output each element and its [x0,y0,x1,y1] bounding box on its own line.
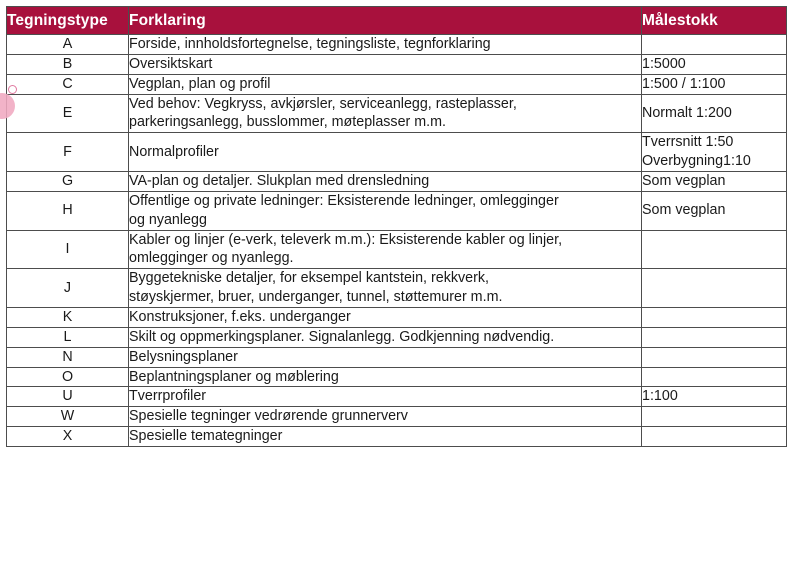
malestokk-line: 1:5000 [642,55,686,72]
forklaring-line: Vegplan, plan og profil [129,75,271,92]
table-row [7,367,787,387]
cell-tegningstype: B [7,54,129,74]
column-header-malestokk: Målestokk [642,7,787,35]
table-row [7,54,787,74]
forklaring-line: VA-plan og detaljer. Slukplan med drensledning [129,173,430,190]
cell-malestokk [642,191,787,230]
cell-tegningstype: H [7,191,129,230]
cell-forklaring [129,35,642,55]
cell-forklaring [129,230,642,269]
cell-malestokk [642,367,787,387]
cell-tegningstype: G [7,172,129,192]
cell-tegningstype: E [7,94,129,133]
cell-tegningstype: J [7,269,129,308]
forklaring-line: Belysningsplaner [129,348,238,365]
forklaring-line: parkeringsanlegg, busslommer, møteplasser m.m. [129,114,447,131]
forklaring-line: Tverrprofiler [129,388,207,405]
forklaring-line: støyskjermer, bruer, underganger, tunnel, støttemurer m.m. [129,289,503,306]
forklaring-line: Forside, innholdsfortegnelse, tegningsliste, tegnforklaring [129,36,491,52]
forklaring-line: og nyanlegg [129,211,207,228]
malestokk-line: Normalt 1:200 [642,105,732,121]
cell-forklaring [129,133,642,172]
cell-forklaring [129,74,642,94]
table-row [7,407,787,427]
forklaring-line: Ved behov: Vegkryss, avkjørsler, serviceanlegg, rasteplasser, [129,95,517,112]
cell-tegningstype: I [7,230,129,269]
cell-malestokk [642,35,787,55]
table-row [7,347,787,367]
table-body [7,35,787,447]
forklaring-line: Spesielle tegninger vedrørende grunnerverv [129,408,408,425]
forklaring-line: Kabler og linjer (e-verk, televerk m.m.): Eksisterende kabler og linjer, [129,231,563,248]
cell-forklaring [129,347,642,367]
cell-tegningstype: C [7,74,129,94]
cell-tegningstype: L [7,327,129,347]
cell-forklaring [129,327,642,347]
cell-malestokk [642,94,787,133]
cell-malestokk [642,172,787,192]
table-row [7,35,787,55]
cell-malestokk [642,387,787,407]
table-row [7,94,787,133]
table-row [7,172,787,192]
table-header [7,7,787,35]
table-row [7,427,787,447]
malestokk-line: Som vegplan [642,173,726,190]
cell-forklaring [129,269,642,308]
forklaring-line: Offentlige og private ledninger: Eksisterende ledninger, omlegginger [129,192,559,209]
forklaring-line: Spesielle temategninger [129,428,283,445]
table-row [7,387,787,407]
cell-forklaring [129,54,642,74]
drawing-type-table [6,6,787,447]
cell-malestokk [642,407,787,427]
cell-forklaring [129,172,642,192]
cell-forklaring [129,367,642,387]
malestokk-line: Tverrsnitt 1:50 [642,134,734,151]
table-row [7,74,787,94]
cell-forklaring [129,94,642,133]
cell-tegningstype: U [7,387,129,407]
malestokk-line: 1:100 [642,388,678,405]
malestokk-line: Overbygning1:10 [642,153,751,170]
cell-malestokk [642,230,787,269]
cell-tegningstype: O [7,367,129,387]
table-row [7,191,787,230]
malestokk-line: 1:500 / 1:100 [642,75,726,92]
cell-tegningstype: A [7,35,129,55]
forklaring-line: Normalprofiler [129,143,219,160]
cell-forklaring [129,407,642,427]
cell-tegningstype: N [7,347,129,367]
forklaring-line: omlegginger og nyanlegg. [129,250,294,267]
pink-ink-ring-artifact [8,85,17,94]
cell-forklaring [129,427,642,447]
cell-malestokk [642,347,787,367]
cell-tegningstype: X [7,427,129,447]
table-header-row [7,7,787,35]
drawing-type-table-container [6,6,786,447]
cell-malestokk [642,133,787,172]
cell-malestokk [642,54,787,74]
cell-malestokk [642,427,787,447]
forklaring-line: Konstruksjoner, f.eks. underganger [129,309,351,326]
column-header-tegningstype: Tegningstype [7,7,129,35]
table-row [7,269,787,308]
forklaring-line: Beplantningsplaner og møblering [129,368,339,385]
cell-malestokk [642,327,787,347]
forklaring-line: Oversiktskart [129,55,213,72]
forklaring-line: Skilt og oppmerkingsplaner. Signalanlegg. Godkjenning nødvendig. [129,328,555,345]
cell-tegningstype: F [7,133,129,172]
table-row [7,308,787,328]
cell-malestokk [642,269,787,308]
cell-forklaring [129,387,642,407]
malestokk-line: Som vegplan [642,202,726,219]
cell-tegningstype: K [7,308,129,328]
table-row [7,133,787,172]
cell-forklaring [129,191,642,230]
table-row [7,327,787,347]
table-row [7,230,787,269]
cell-malestokk [642,74,787,94]
column-header-forklaring: Forklaring [129,7,642,35]
cell-forklaring [129,308,642,328]
forklaring-line: Byggetekniske detaljer, for eksempel kantstein, rekkverk, [129,270,489,287]
cell-tegningstype: W [7,407,129,427]
cell-malestokk [642,308,787,328]
